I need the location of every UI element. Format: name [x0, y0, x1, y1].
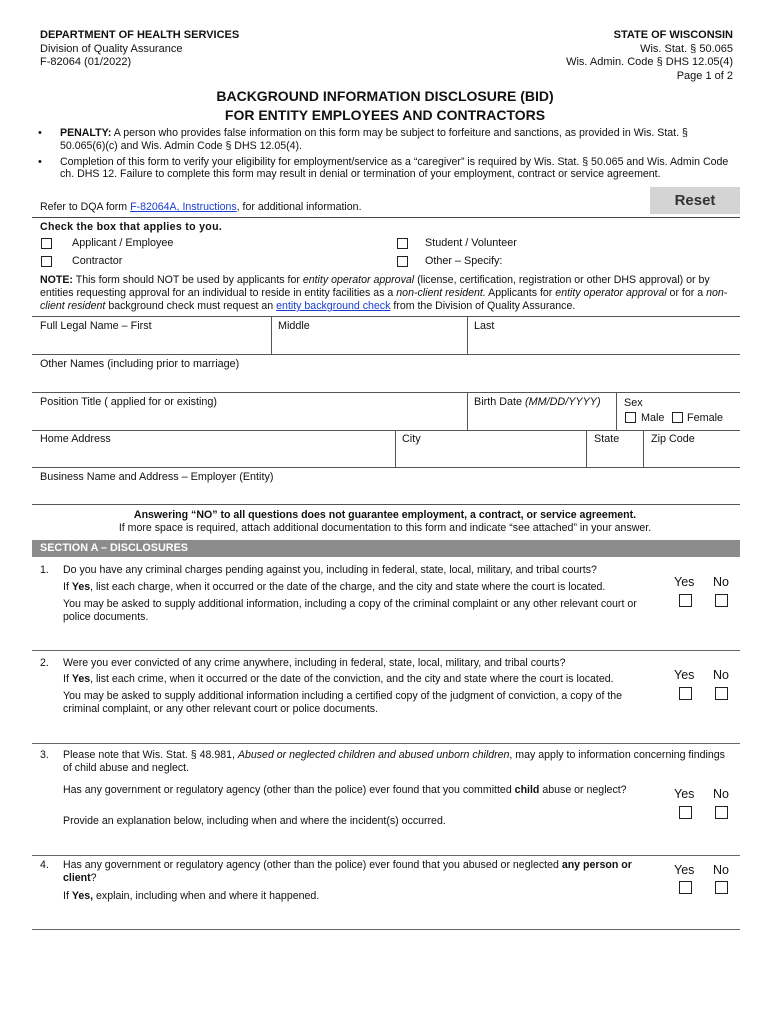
question-1-text: Do you have any criminal charges pending against you, including in federal, state, local, military, and tribal courts? — [63, 564, 597, 576]
q4-main-pre: Has any government or regulatory agency (other than the police) ever found that you abused or neglected — [63, 859, 562, 871]
other-names-label: Other Names (including prior to marriage) — [40, 358, 240, 370]
q3-sub-post: abuse or neglect? — [539, 784, 627, 796]
q4-yes-label: Yes — [674, 863, 695, 877]
q3-yes-label: Yes — [674, 787, 695, 801]
q2-yes-label: Yes — [674, 668, 695, 682]
answering-notice — [0, 509, 770, 535]
middle-name-label: Middle — [278, 320, 310, 332]
question-2-number: 2. — [40, 657, 49, 669]
note-italic-3: entity operator approval — [555, 287, 667, 299]
other-label: Other – Specify: — [425, 255, 503, 267]
note-text-5: background check must request an — [105, 300, 277, 312]
first-name-input[interactable] — [40, 334, 268, 352]
q1-yes-checkbox[interactable] — [679, 594, 692, 607]
completion-text: Completion of this form to verify your eligibility for employment/service as a “caregiver” is required by Wis. Stat. § 50.065 and Wis. Admin Code ch. DHS 12. Failure to complete this form may result in denial or termination of your employment, contract or service agreement. — [60, 155, 729, 181]
last-name-label: Last — [474, 320, 495, 332]
grid-line — [395, 430, 396, 467]
grid-line — [467, 316, 468, 354]
question-2-extra: You may be asked to supply additional information including a certified copy of the judgment of conviction, a copy of the criminal complaint, or any other relevant court or police documents. — [63, 690, 623, 715]
q3-no-label: No — [713, 787, 729, 801]
q2-answer-input[interactable] — [40, 718, 737, 738]
grid-line — [271, 316, 272, 354]
header-left — [40, 29, 239, 70]
admin-code: Wis. Admin. Code § DHS 12.05(4) — [566, 56, 733, 68]
note-text-3: Applicants for — [485, 287, 556, 299]
question-4-number: 4. — [40, 859, 49, 871]
grid-line — [586, 430, 587, 467]
state-name: STATE OF WISCONSIN — [613, 29, 733, 41]
q1-if-bold: Yes — [71, 581, 91, 593]
q4-main-bold: any person or client — [63, 859, 632, 884]
penalty-label: PENALTY: — [60, 127, 112, 139]
note-text-1: This form should NOT be used by applicants for — [72, 274, 303, 286]
grid-line — [643, 430, 644, 467]
home-address-input[interactable] — [40, 447, 392, 465]
home-address-label: Home Address — [40, 433, 111, 445]
business-name-label: Business Name and Address – Employer (Entity) — [40, 471, 274, 483]
entity-background-check-link[interactable]: entity background check — [276, 300, 391, 312]
answering-line-2: If more space is required, attach additional documentation to this form and indicate “see attached” in your answer. — [118, 522, 652, 534]
question-3-sub — [63, 784, 643, 797]
note-text-4: or for a — [666, 287, 707, 299]
question-1-number: 1. — [40, 564, 49, 576]
first-name-label: Full Legal Name – First — [40, 320, 152, 332]
form-title — [0, 87, 770, 125]
sex-label: Sex — [624, 397, 643, 409]
note-italic-4: non-client resident — [40, 287, 728, 312]
q1-no-label: No — [713, 575, 729, 589]
male-checkbox[interactable] — [625, 412, 636, 423]
question-4-text — [63, 859, 663, 885]
female-label: Female — [687, 412, 724, 424]
student-label: Student / Volunteer — [425, 237, 517, 249]
question-2-if-yes — [63, 673, 663, 686]
q3-yes-checkbox[interactable] — [679, 806, 692, 819]
note-paragraph — [40, 274, 740, 313]
q3-main-pre: Please note that Wis. Stat. § 48.981, — [63, 749, 238, 761]
note-text-2: (license, certification, registration or other DHS approval) or by entities requesting approval for an individual to reside in entity facilities as a — [40, 274, 710, 299]
question-1-if-yes — [63, 581, 663, 594]
q3-answer-input[interactable] — [40, 832, 737, 852]
birth-date-text: Birth Date — [474, 396, 526, 408]
q1-if-pre: If — [63, 581, 72, 593]
q2-no-checkbox[interactable] — [715, 687, 728, 700]
q4-if-bold: Yes, — [71, 890, 94, 902]
city-input[interactable] — [400, 447, 583, 465]
q4-answer-input[interactable] — [40, 906, 737, 926]
contractor-checkbox[interactable] — [41, 256, 52, 267]
q4-no-label: No — [713, 863, 729, 877]
divider — [32, 929, 740, 930]
q4-if-post: explain, including when and where it happened. — [93, 890, 320, 902]
question-3-number: 3. — [40, 749, 49, 761]
q2-no-label: No — [713, 668, 729, 682]
q3-sub-pre: Has any government or regulatory agency (other than the police) ever found that you committed — [63, 784, 515, 796]
birth-date-input[interactable] — [472, 410, 612, 428]
q4-if-pre: If — [63, 890, 72, 902]
grid-line — [616, 392, 617, 430]
divider — [32, 743, 740, 744]
grid-line — [32, 504, 740, 505]
refer-line — [40, 201, 362, 213]
penalty-bullet — [38, 127, 732, 153]
statute: Wis. Stat. § 50.065 — [640, 42, 733, 55]
title-line-1: BACKGROUND INFORMATION DISCLOSURE (BID) — [216, 88, 554, 104]
grid-line — [32, 354, 740, 355]
divider — [32, 650, 740, 651]
question-3-text — [63, 749, 735, 775]
position-title-label: Position Title ( applied for or existing) — [40, 396, 218, 408]
note-italic-2: non-client resident. — [396, 287, 486, 299]
grid-line — [32, 392, 740, 393]
question-3-extra: Provide an explanation below, including when and where the incident(s) occurred. — [63, 815, 446, 827]
q1-no-checkbox[interactable] — [715, 594, 728, 607]
male-label: Male — [641, 412, 665, 424]
completion-bullet — [38, 156, 732, 182]
note-text-6: from the Division of Quality Assurance. — [390, 300, 576, 312]
q4-no-checkbox[interactable] — [715, 881, 728, 894]
reset-button[interactable]: Reset — [650, 187, 740, 214]
q4-main-post: ? — [90, 872, 97, 884]
q2-if-pre: If — [63, 673, 72, 685]
state-label: State — [594, 433, 620, 445]
form-id: F-82064 (01/2022) — [40, 56, 132, 68]
title-line-2: FOR ENTITY EMPLOYEES AND CONTRACTORS — [224, 107, 546, 123]
zip-code-input[interactable] — [648, 447, 737, 465]
city-label: City — [402, 433, 421, 445]
grid-line — [32, 467, 740, 468]
q3-sub-bold: child — [514, 784, 540, 796]
division-name: Division of Quality Assurance — [40, 42, 183, 55]
contractor-label: Contractor — [72, 255, 123, 267]
q1-if-post: , list each charge, when it occurred or the date of the charge, and the city and state where the court is located. — [90, 581, 606, 593]
last-name-input[interactable] — [472, 334, 737, 352]
refer-post: , for additional information. — [236, 201, 362, 213]
note-italic-1: entity operator approval — [302, 274, 415, 286]
question-2-text: Were you ever convicted of any crime anywhere, including in federal, state, local, military, and tribal courts? — [63, 657, 566, 669]
instructions-link[interactable]: F-82064A, Instructions — [130, 201, 237, 213]
q2-if-bold: Yes — [71, 673, 91, 685]
grid-line — [32, 430, 740, 431]
answering-line-1: Answering “NO” to all questions does not guarantee employment, a contract, or service agreement. — [133, 509, 637, 521]
birth-date-format: (MM/DD/YYYY) — [525, 396, 601, 408]
divider — [32, 855, 740, 856]
student-checkbox[interactable] — [397, 238, 408, 249]
header-right — [566, 29, 733, 83]
department-name: DEPARTMENT OF HEALTH SERVICES — [40, 29, 240, 41]
section-a-header: SECTION A – DISCLOSURES — [32, 540, 740, 557]
grid-line — [32, 316, 740, 317]
q2-if-post: , list each crime, when it occurred or the date of the conviction, and the city and state where the court is located. — [90, 673, 614, 685]
q1-answer-input[interactable] — [40, 626, 737, 646]
divider — [32, 217, 740, 218]
q2-yes-checkbox[interactable] — [679, 687, 692, 700]
bullet-list — [38, 127, 732, 184]
grid-line — [467, 392, 468, 430]
female-checkbox[interactable] — [672, 412, 683, 423]
birth-date-label — [474, 396, 601, 408]
refer-pre: Refer to DQA form — [40, 201, 131, 213]
other-names-input[interactable] — [40, 372, 737, 390]
q4-yes-checkbox[interactable] — [679, 881, 692, 894]
middle-name-input[interactable] — [276, 334, 464, 352]
other-checkbox[interactable] — [397, 256, 408, 267]
question-1-extra: You may be asked to supply additional information, including a copy of the criminal complaint or any other relevant court or police documents. — [63, 598, 637, 623]
state-input[interactable] — [591, 447, 640, 465]
q3-main-italic: Abused or neglected children and abused unborn children — [237, 749, 510, 761]
applicant-checkbox[interactable] — [41, 238, 52, 249]
question-4-if-yes — [63, 890, 653, 903]
penalty-text: A person who provides false information on this form may be subject to forfeiture and sanctions, as provided in Wis. Stat. § 50.065(6)(c) and Wis. Admin Code § DHS 12.05(4). — [60, 127, 688, 152]
q3-no-checkbox[interactable] — [715, 806, 728, 819]
q3-main-post: , may apply to information concerning findings of child abuse and neglect. — [63, 749, 725, 774]
applicant-label: Applicant / Employee — [72, 237, 174, 249]
note-label: NOTE: — [40, 274, 73, 286]
q1-yes-label: Yes — [674, 575, 695, 589]
business-name-input[interactable] — [40, 485, 737, 503]
zip-code-label: Zip Code — [651, 433, 695, 445]
position-title-input[interactable] — [40, 410, 464, 428]
check-box-instruction: Check the box that applies to you. — [40, 221, 223, 233]
page-number: Page 1 of 2 — [676, 69, 733, 82]
